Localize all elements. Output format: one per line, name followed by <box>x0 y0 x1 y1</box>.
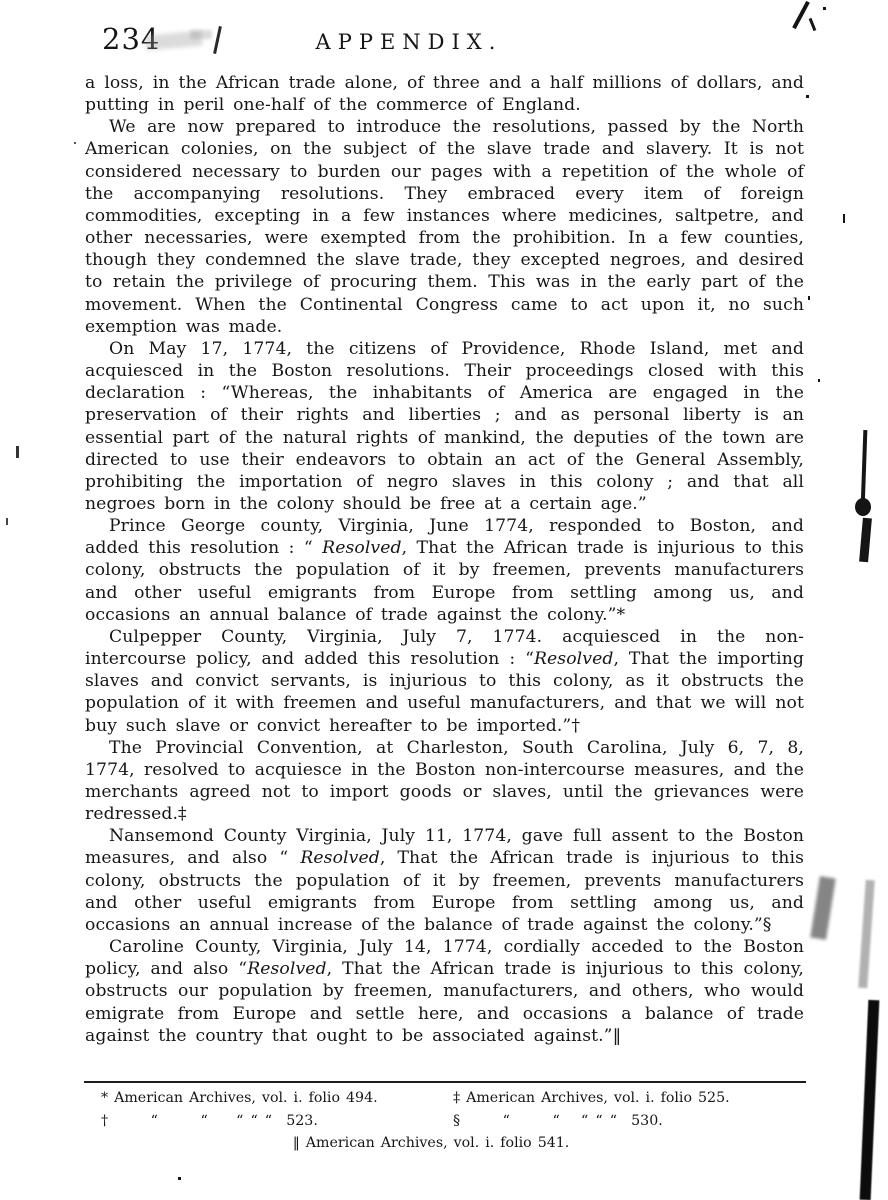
paragraph-3 <box>85 338 804 515</box>
footnote-row <box>85 1110 805 1133</box>
scan-artifact-margin-blob <box>855 498 871 516</box>
scan-artifact-dot <box>808 296 810 300</box>
scan-artifact-margin-streak <box>861 430 868 508</box>
text-run: , That the African trade is injurious to this colony, obstructs the population of it by freemen, prevents manufacturers and other useful emigrants from Europe from settling among us, and occasions an annual balance of trade against the colony.”* <box>85 538 804 625</box>
text-run-italic: Resolved <box>534 649 614 670</box>
footnote-item: † “ “ “ “ “ 523. <box>101 1112 318 1129</box>
scan-artifact-dot <box>823 7 826 10</box>
paragraph-2 <box>85 116 804 338</box>
scan-artifact-dot <box>74 142 76 144</box>
scan-artifact-edge-streak <box>860 1000 880 1200</box>
scan-artifact-dot <box>818 379 820 382</box>
text-run: The Provincial Convention, at Charleston, South Carolina, July 6, 7, 8, 1774, resolved to acquiesce in the Boston non-intercourse measures, and the merchants agreed not to import goods or slaves, until the grievances were redressed.‡ <box>85 737 804 825</box>
scan-artifact-header-smudge <box>190 30 212 39</box>
footnote-item: * American Archives, vol. i. folio 494. <box>101 1090 378 1106</box>
footnote-item: ‡ American Archives, vol. i. folio 525. <box>453 1090 730 1106</box>
footnotes <box>85 1087 805 1155</box>
footnote-item: § “ “ “ “ “ 530. <box>453 1112 663 1129</box>
page-number: 234 <box>102 22 161 56</box>
text-run: , That the importing slaves and convict servants, is injurious to this colony, as it obstructs the population of it with freemen and useful manufacturers, and that we will not buy such slave or convict hereafter to be imported.”† <box>85 649 804 736</box>
text-run: We are now prepared to introduce the resolutions, passed by the North American colonies, on the subject of the slave trade and slavery. It is not considered necessary to burden our pages with a repetition of the whole of the accompanying resolutions. They embraced every item of foreign commodities, excepting in a few instances where medicines, saltpetre, and other necessaries, were exempted from the prohibition. In a few counties, though they condemned the slave trade, they excepted negroes, and desired to retain the privilege of procuring them. This was in the early part of the movement. When the Continental Congress came to act upon it, no such exemption was made. <box>85 117 804 337</box>
scan-artifact-left-tick <box>16 446 19 458</box>
paragraph-7 <box>85 825 804 936</box>
text-run-italic: Resolved <box>322 538 402 559</box>
scan-artifact-dot <box>843 214 845 223</box>
text-run-italic: Resolved <box>247 959 327 980</box>
text-run: On May 17, 1774, the citizens of Providence, Rhode Island, met and acquiesced in the Boston resolutions. Their proceedings closed with this declaration : “Whereas, the inhabitants of America are engaged in the preservation of their rights and liberties ; and as personal liberty is an essential part of the natural rights of mankind, the deputies of the town are directed to use their endeavors to obtain an act of the General Assembly, prohibiting the importation of negro slaves in this colony ; and that all negroes born in the colony should be free at a certain age.” <box>85 338 804 514</box>
paragraph-8 <box>85 936 804 1047</box>
scan-artifact-margin-streak <box>859 518 872 563</box>
text-run: , That the African trade is injurious to this colony, obstructs the population of it by freemen, prevents manufacturers and other useful emigrants from Europe from settling among us, and occasions an annual increase of the balance of trade against the colony.”§ <box>85 848 804 935</box>
text-run-italic: Resolved <box>300 848 380 869</box>
text-run: , That the African trade is injurious to this colony, obstructs our population by freemen, manufacturers, and others, who would emigrate from Europe and settle here, and occasions a balance of trade against the country that ought to be associated against.”‖ <box>85 959 804 1046</box>
scan-artifact-dot <box>806 95 809 98</box>
paragraph-6 <box>85 737 804 826</box>
scan-artifact-speckle-trail <box>858 880 875 988</box>
paragraph-1 <box>85 72 804 116</box>
scan-artifact-corner-mark <box>792 1 810 29</box>
footnote-row <box>85 1132 805 1155</box>
text-run: a loss, in the African trade alone, of three and a half millions of dollars, and putting in peril one-half of the commerce of England. <box>85 73 804 116</box>
footnote-row <box>85 1087 805 1110</box>
footnote-item: ‖ American Archives, vol. i. folio 541. <box>292 1135 570 1152</box>
text-run: Nansemond County Virginia, July 11, 1774, gave full assent to the Boston measures, and also “ <box>85 826 804 869</box>
paragraph-5 <box>85 626 804 737</box>
paragraph-4 <box>85 515 804 626</box>
footnote-rule <box>84 1081 806 1083</box>
text-run: Caroline County, Virginia, July 14, 1774, cordially acceded to the Boston policy, and also “ <box>85 937 804 980</box>
text-run: Culpepper County, Virginia, July 7, 1774. acquiesced in the non-intercourse policy, and added this resolution : “ <box>85 626 804 670</box>
body-text <box>85 72 804 1047</box>
scan-artifact-left-tick <box>6 518 8 525</box>
scan-artifact-dot <box>178 1177 181 1180</box>
text-run: Prince George county, Virginia, June 1774, responded to Boston, and added this resolution : “ <box>85 516 804 559</box>
page-title: APPENDIX. <box>315 30 503 54</box>
scan-artifact-smudge <box>810 876 836 940</box>
